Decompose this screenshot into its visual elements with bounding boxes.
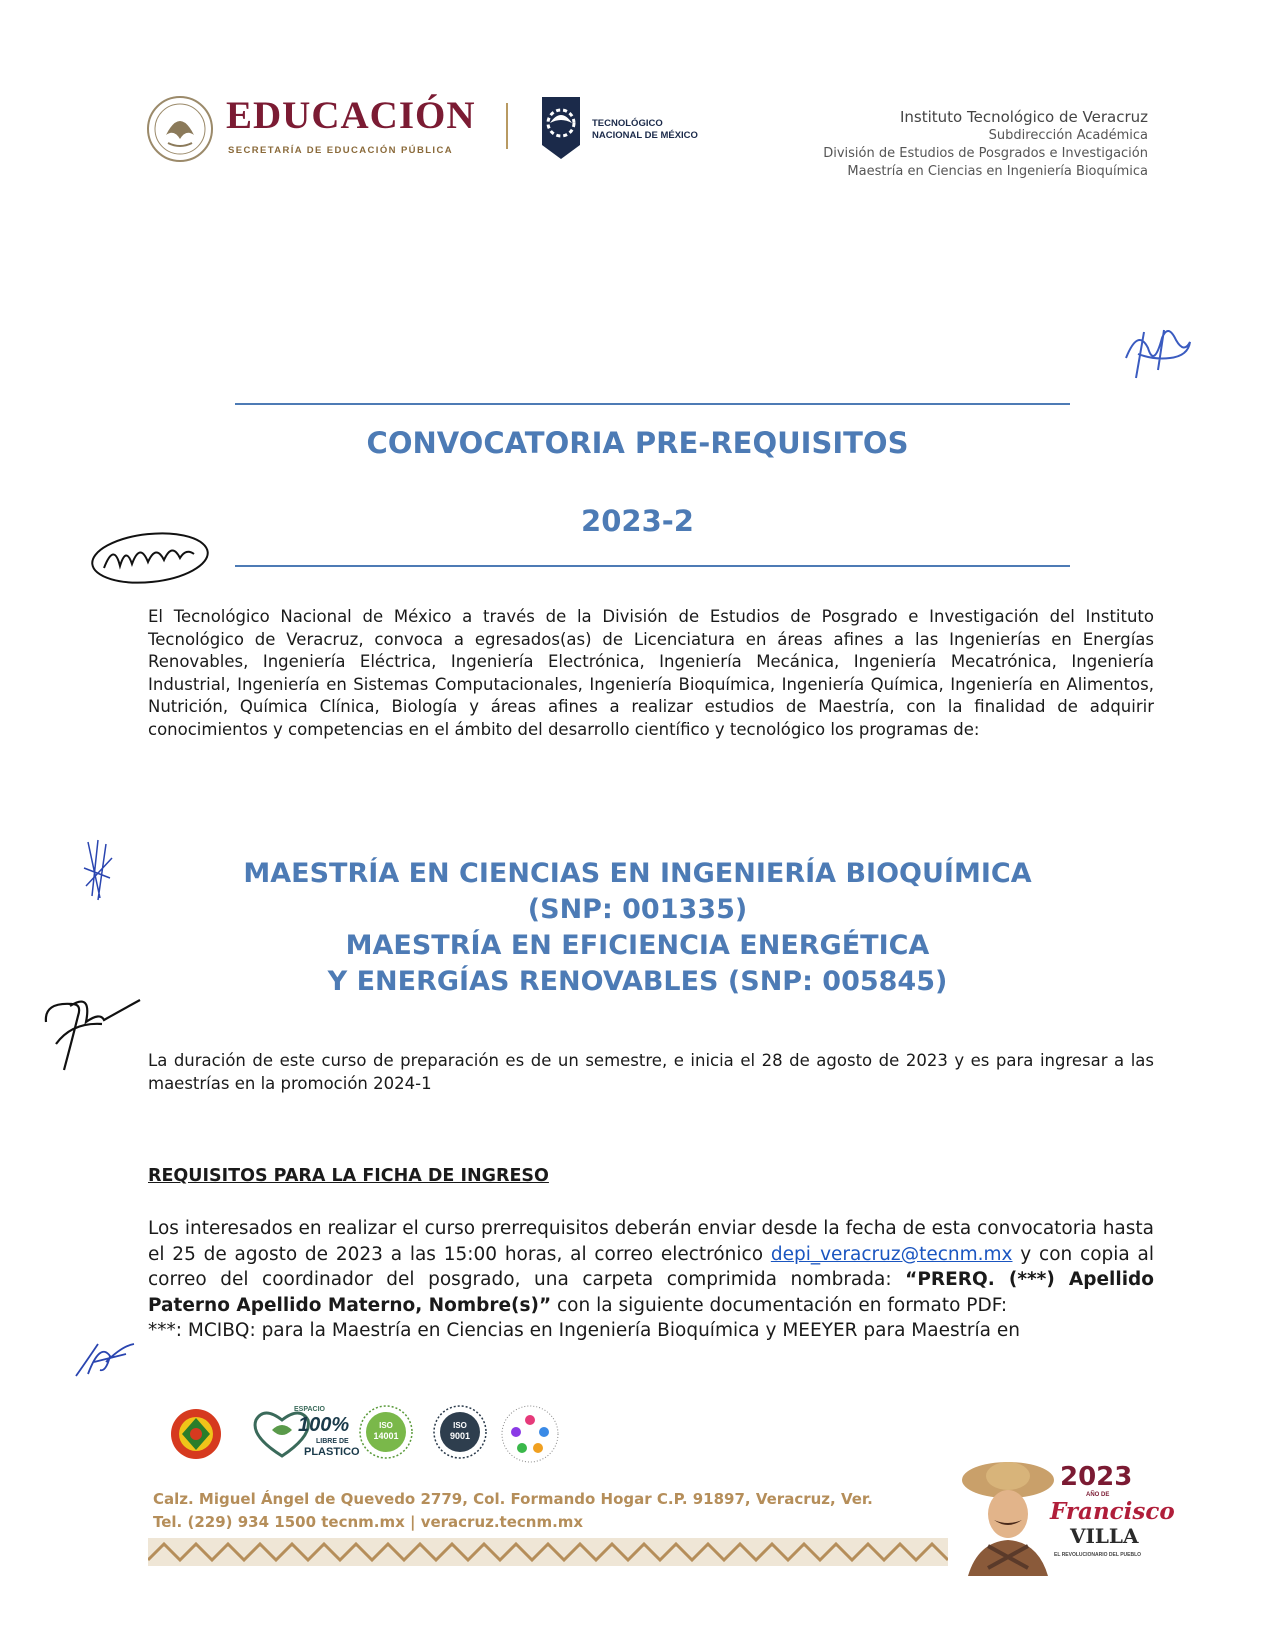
signature-large-black	[42, 982, 142, 1074]
villa-name-1: Francisco	[1050, 1498, 1175, 1525]
signature-oval	[86, 528, 214, 590]
division: División de Estudios de Posgrados e Investigación	[823, 146, 1148, 161]
villa-name-2: VILLA	[1070, 1524, 1139, 1548]
francisco-villa-2023-logo: 2023 AÑO DE Francisco VILLA EL REVOLUCIONARIO DEL PUEBLO	[958, 1456, 1168, 1576]
villa-year: 2023	[1060, 1462, 1133, 1492]
iso-9001-badge: ISO 9001	[432, 1404, 488, 1460]
intro-paragraph: El Tecnológico Nacional de México a través de la División de Estudios de Posgrado e Investigación del Instituto Tecnológico de Veracruz, convoca a egresados(as) de Licenciatura en áreas afines a las Ingenierías en Energías Renovables, Ingeniería Eléctrica, Ingeniería Electrónica, Ingeniería Mecánica, Ingeniería Mecatrónica, Ingeniería Industrial, Ingeniería en Sistemas Computacionales, Ingeniería Bioquímica, Ingeniería Química, Ingeniería en Alimentos, Nutrición, Química Clínica, Biología y áreas afines a realizar estudios de Maestría, con la finalidad de adquirir conocimientos y competencias en el ámbito del desarrollo científico y tecnológico los programas de:	[148, 607, 1154, 739]
program-line-1: MAESTRÍA EN CIENCIAS EN INGENIERÍA BIOQUÍMICA	[243, 858, 1032, 889]
folder-name: “PRERQ. (***) Apellido Paterno Apellido Materno, Nombre(s)”	[148, 1269, 1155, 1316]
tecnm-logo-icon	[536, 93, 586, 163]
program-line-4: Y ENERGÍAS RENOVABLES (SNP: 005845)	[327, 966, 948, 997]
igualdad-laboral-seal-icon	[500, 1404, 560, 1464]
title-rule-bottom	[235, 565, 1070, 567]
decorative-pattern-band	[148, 1538, 948, 1566]
institute-name: Instituto Tecnológico de Veracruz	[899, 108, 1148, 126]
program-line-2: (SNP: 001335)	[527, 894, 748, 925]
requirements-paragraph: Los interesados en realizar el curso prerrequisitos deberán enviar desde la fecha de esta convocatoria hasta el 25 de agosto de 2023 a las 15:00 horas, al correo electrónico depi_veracruz@tecnm.mx y con copia al correo del coordinador del posgrado, una carpeta comprimida nombrada: “PRERQ. (***) Apellido Paterno Apellido Materno, Nombre(s)” con la siguiente documentación en formato PDF: ***: MCIBQ: para la Maestría en Ciencias en Ingeniería Bioquímica y MEEYER para Maestría en	[148, 1218, 1155, 1341]
footer-contact: Tel. (229) 934 1500 tecnm.mx | veracruz.tecnm.mx	[153, 1513, 584, 1531]
sep-subtitle: SECRETARÍA DE EDUCACIÓN PÚBLICA	[228, 145, 453, 156]
header-divider	[506, 103, 508, 149]
signature-bottom-left	[70, 1336, 138, 1382]
email-link[interactable]: depi_veracruz@tecnm.mx	[770, 1243, 1013, 1265]
institute-block	[823, 107, 1148, 181]
tecnm-text: TECNOLÓGICO NACIONAL DE MÉXICO	[592, 118, 698, 141]
title-rule-top	[235, 403, 1070, 405]
espacio-libre-plastico-badge: ESPACIO 100% LIBRE DE PLASTICO	[246, 1404, 350, 1462]
iso-14001-badge: ISO 14001	[358, 1404, 414, 1460]
villa-portrait-icon	[958, 1456, 1058, 1576]
itv-emblem-icon	[162, 1404, 230, 1464]
subdireccion: Subdirección Académica	[988, 128, 1148, 143]
requirements-heading: REQUISITOS PARA LA FICHA DE INGRESO	[148, 1166, 549, 1186]
program-line-3: MAESTRÍA EN EFICIENCIA ENERGÉTICA	[345, 930, 930, 961]
duration-paragraph: La duración de este curso de preparación es de un semestre, e inicia el 28 de agosto de 2023 y es para ingresar a las maestrías en la promoción 2024-1	[148, 1051, 1154, 1093]
mexico-seal-icon	[146, 95, 214, 163]
program-abbrev-note: ***: MCIBQ: para la Maestría en Ciencias en Ingeniería Bioquímica y MEEYER para Maestría en	[148, 1320, 1020, 1341]
page-subtitle-year: 2023-2	[581, 504, 694, 538]
signature-top-right	[1118, 318, 1196, 384]
program-name: Maestría en Ciencias en Ingeniería Bioquímica	[847, 164, 1148, 179]
footer-address: Calz. Miguel Ángel de Quevedo 2779, Col. Formando Hogar C.P. 91897, Veracruz, Ver. Tel. (229) 934 1500 tecnm.mx | veracruz.tecnm.mx	[153, 1488, 873, 1534]
programs-block	[0, 856, 1275, 1000]
educacion-logo-text: EDUCACIÓN	[226, 94, 476, 137]
page-title: CONVOCATORIA PRE-REQUISITOS	[366, 426, 909, 460]
